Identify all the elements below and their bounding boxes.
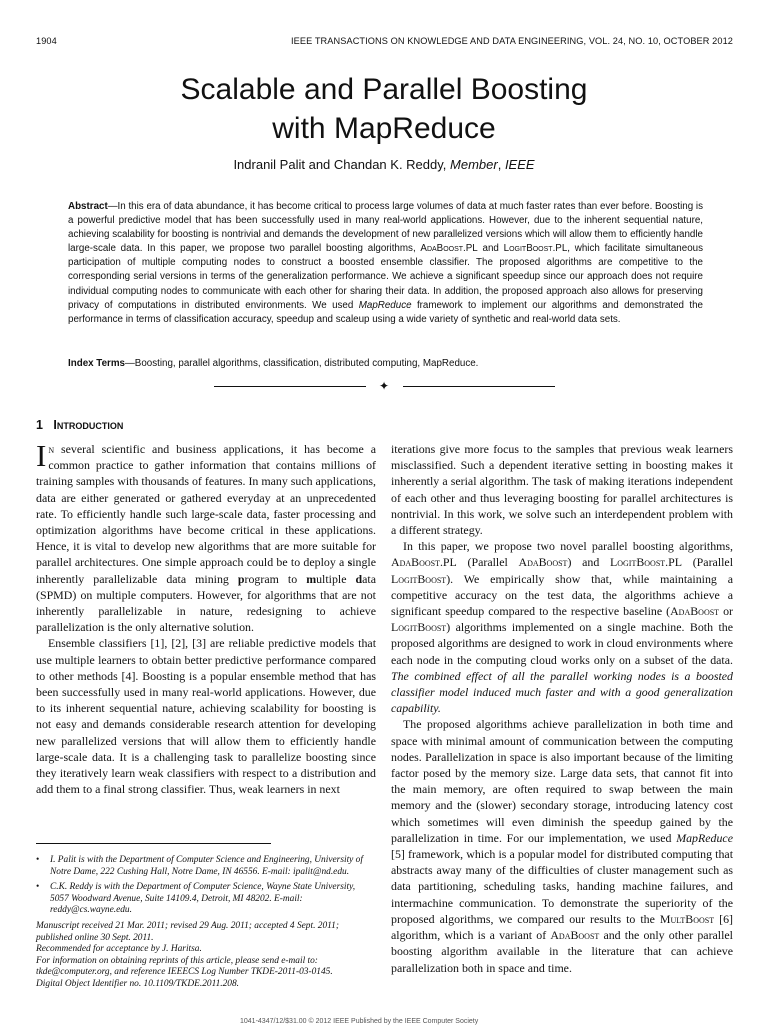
section-title-initial: I bbox=[53, 418, 57, 432]
index-terms-label: Index Terms bbox=[68, 358, 125, 369]
author-line bbox=[0, 157, 768, 172]
abstract-text-4: framework to implement our algorithms and demonstrated the performance in terms of classification accuracy, speedup and scaleup using a wide variety of synthetic and real-world data sets. bbox=[68, 299, 703, 325]
paragraph-text: ) and bbox=[567, 555, 610, 570]
algo-name: LogitBoost bbox=[391, 571, 447, 586]
paragraph: Ensemble classifiers [1], [2], [3] are reliable predictive models that use multiple learners to obtain better predictive performance compared to other methods [4]. Boosting is a popular ensemble method that has been successfully used in many real-world applications. However, due to its inherent sequential nature, achieving scalability for boosting is not easy and demands considerable research attention for developing new parallelized versions that will allow them to efficiently handle large-scale data. It is a challenging task to parallelize boosting since they iteratively learn weak classifiers with respect to a distribution and add them to a final strong classifier. Thus, weak learners in next bbox=[36, 636, 376, 797]
author-names: Indranil Palit and Chandan K. Reddy, bbox=[233, 157, 451, 172]
paragraph-text: ata (SPMD) on multiple computers. However, for algorithms that are not inherently parallelizable in nature, redesigning to achieve parallelization is the only alternative solution. bbox=[36, 571, 376, 635]
recommended-info: Recommended for acceptance by J. Haritsa. bbox=[36, 944, 202, 955]
section-heading bbox=[36, 418, 123, 432]
reprints-info: For information on obtaining reprints of this article, please send e-mail to: tkde@computer.org, and reference IEEECS Log Number TKDE-2011-03-0145. bbox=[36, 955, 333, 978]
paper-title bbox=[0, 70, 768, 148]
footnote-affiliation-2 bbox=[36, 882, 376, 917]
paragraph: iterations give more focus to the samples that previous weak learners misclassified. Such a dependent iterative setting in boosting makes it inherently a serial algorithm. The task of making iterations independent of each other and thus leveraging boosting for parallel architectures is nontrivial. In this work, we solve such an interdependent problem with a different strategy. bbox=[391, 442, 733, 538]
right-column bbox=[391, 441, 733, 976]
paragraph-text: The proposed algorithms achieve parallelization in both time and space with minimal amount of communication between the computing nodes. Parallelization in space is also important because of the limiting factor posed by the memory size. Large data sets, that cannot fit into the main memory, are often required to swap between the main memory and the (slower) secondary storage, introducing latency cost which sometimes will even diminish the speedup gained by the parallelization in time. For our implementation, we used bbox=[391, 717, 733, 845]
algo-name: LogitBoost.PL bbox=[609, 555, 683, 570]
section-divider bbox=[214, 379, 555, 393]
abstract-mapreduce: MapReduce bbox=[358, 299, 412, 311]
abstract-text-2: and bbox=[477, 243, 504, 255]
paragraph bbox=[391, 716, 733, 975]
divider-line-right bbox=[403, 386, 555, 387]
dropcap-continuation: n bbox=[48, 442, 55, 456]
manuscript-info: Manuscript received 21 Mar. 2011; revised 29 Aug. 2011; accepted 4 Sept. 2011; published online 30 Sept. 2011. bbox=[36, 920, 339, 943]
paragraph-text: several scientific and business applications, it has become a common practice to gather information that contains millions of training samples with thousands of features. In many such applications, data are either generated or gathered everyday at an unprecedented rate. To efficiently handle such large-scale data, faster processing and optimization algorithms have become critical in these applications. Hence, it is vital to develop new algorithms that are more suitable for parallel architectures. One simple approach could be to deploy a bbox=[36, 442, 376, 570]
emphasis-text: The combined effect of all the parallel working nodes is a boosted classifier model induced much faster and with a good generalization capability. bbox=[391, 668, 733, 716]
author-sep: , bbox=[497, 157, 505, 172]
algo-name: AdaBoost.PL bbox=[391, 555, 457, 570]
paragraph-text: [6] algorithm, which is a variant of bbox=[391, 911, 733, 943]
section-number: 1 bbox=[36, 418, 43, 432]
section-title-rest: ntroduction bbox=[56, 418, 124, 432]
paragraph-text: [5] framework, which is a popular model for distributed computing that abstracts away many of the difficulties of cluster management such as data partitioning, scheduling tasks, handing machine failures, and intermachine communication. To demonstrate the superiority of the proposed algorithms, we compared our results to the bbox=[391, 847, 733, 926]
mapreduce-term: MapReduce bbox=[676, 830, 733, 845]
algo-name: AdaBoost bbox=[670, 604, 720, 619]
copyright-strip: 1041-4347/12/$31.00 © 2012 IEEE Published by the IEEE Computer Society bbox=[240, 1018, 479, 1025]
paragraph-text: ) algorithms implemented on a single machine. Both the proposed algorithms are designed to work in cloud environments where each node in the computing cloud works only on a subset of the data. bbox=[391, 620, 733, 667]
journal-header: IEEE TRANSACTIONS ON KNOWLEDGE AND DATA ENGINEERING, VOL. 24, NO. 10, OCTOBER 2012 bbox=[291, 36, 733, 46]
abstract-algo-2: LogitBoost.PL bbox=[503, 243, 568, 255]
abstract-text-1: —In this era of data abundance, it has become critical to process large volumes of data at much faster rates than ever before. Boosting is a powerful predictive model that has been successfully used in many real-world applications. However, due to the inherent sequential nature, achieving scalability for boosting is nontrivial and demands the development of new parallelized versions which will allow them to efficiently handle large-scale data. In this paper, we propose two parallel boosting algorithms, bbox=[68, 201, 703, 255]
author-society: IEEE bbox=[504, 157, 535, 172]
paragraph-text: (Parallel bbox=[456, 555, 519, 570]
abstract bbox=[68, 200, 703, 327]
doi-info: Digital Object Identifier no. 10.1109/TKDE.2011.208. bbox=[36, 978, 240, 989]
left-column bbox=[36, 438, 376, 797]
divider-symbol: ✦ bbox=[378, 379, 390, 393]
paragraph-text: (Parallel bbox=[682, 555, 734, 570]
paragraph-text: ). We empirically show that, while maintaining a competitive accuracy on the test data, the algorithms achieve a significant speedup compared to the respective baseline ( bbox=[391, 571, 733, 619]
title-line-2: with MapReduce bbox=[272, 112, 496, 145]
index-terms-text: —Boosting, parallel algorithms, classification, distributed computing, MapReduce. bbox=[125, 358, 479, 369]
algo-name: AdaBoost bbox=[550, 928, 600, 943]
spmd-letter-s: s bbox=[347, 555, 353, 570]
abstract-label: Abstract bbox=[68, 201, 108, 212]
footnote-text: I. Palit is with the Department of Computer Science and Engineering, University of Notre Dame, 222 Cushing Hall, Notre Dame, IN 46556. E-mail: ipalit@nd.edu. bbox=[50, 855, 363, 877]
paragraph-text: ingle inherently parallelizable data mining bbox=[36, 555, 376, 586]
divider-line-left bbox=[214, 386, 366, 387]
bullet: • bbox=[36, 855, 40, 865]
index-terms bbox=[68, 358, 703, 369]
abstract-algo-1: AdaBoost.PL bbox=[420, 243, 478, 255]
footnote-text: C.K. Reddy is with the Department of Computer Science, Wayne State University, 5057 Woodward Avenue, Suite 14109.4, Detroit, MI 48202. E-mail: reddy@cs.wayne.edu. bbox=[50, 882, 356, 916]
paragraph-text: In this paper, we propose two novel parallel boosting algorithms, bbox=[403, 539, 733, 554]
page-number: 1904 bbox=[36, 36, 57, 46]
paragraph-text: or bbox=[719, 604, 733, 619]
author-role: Member bbox=[450, 157, 498, 172]
paragraph bbox=[36, 438, 376, 635]
spmd-letter-d: d bbox=[355, 571, 363, 586]
paragraph-text: ultiple bbox=[316, 571, 356, 586]
drop-cap: I bbox=[36, 438, 47, 473]
abstract-text-3: , which facilitate simultaneous participation of multiple computing nodes to construct a boosted ensemble classifier. The proposed algorithms are competitive to the corresponding serial versions in terms of the generalization performance. We achieve a significant speedup since our approach does not require individual computing nodes to communicate with each other for sharing their data. In addition, the proposed approach also allows for preserving privacy of computations in distributed environments. We used bbox=[68, 243, 703, 311]
algo-name: LogitBoost bbox=[391, 620, 447, 635]
spmd-letter-m: m bbox=[306, 571, 317, 586]
algo-name: MultBoost bbox=[659, 911, 715, 926]
footnotes bbox=[36, 855, 376, 991]
title-line-1: Scalable and Parallel Boosting bbox=[180, 73, 588, 106]
footnote-rule bbox=[36, 843, 271, 844]
algo-name: AdaBoost bbox=[518, 555, 568, 570]
footnote-affiliation-1 bbox=[36, 855, 376, 878]
bullet: • bbox=[36, 882, 40, 893]
paragraph bbox=[391, 538, 733, 716]
paragraph-text: rogram to bbox=[244, 571, 307, 586]
spmd-letter-p: p bbox=[237, 571, 245, 586]
paragraph-text: and the only other parallel boosting algorithm available in the literature that can achieve parallelization both in space and time. bbox=[391, 928, 733, 975]
